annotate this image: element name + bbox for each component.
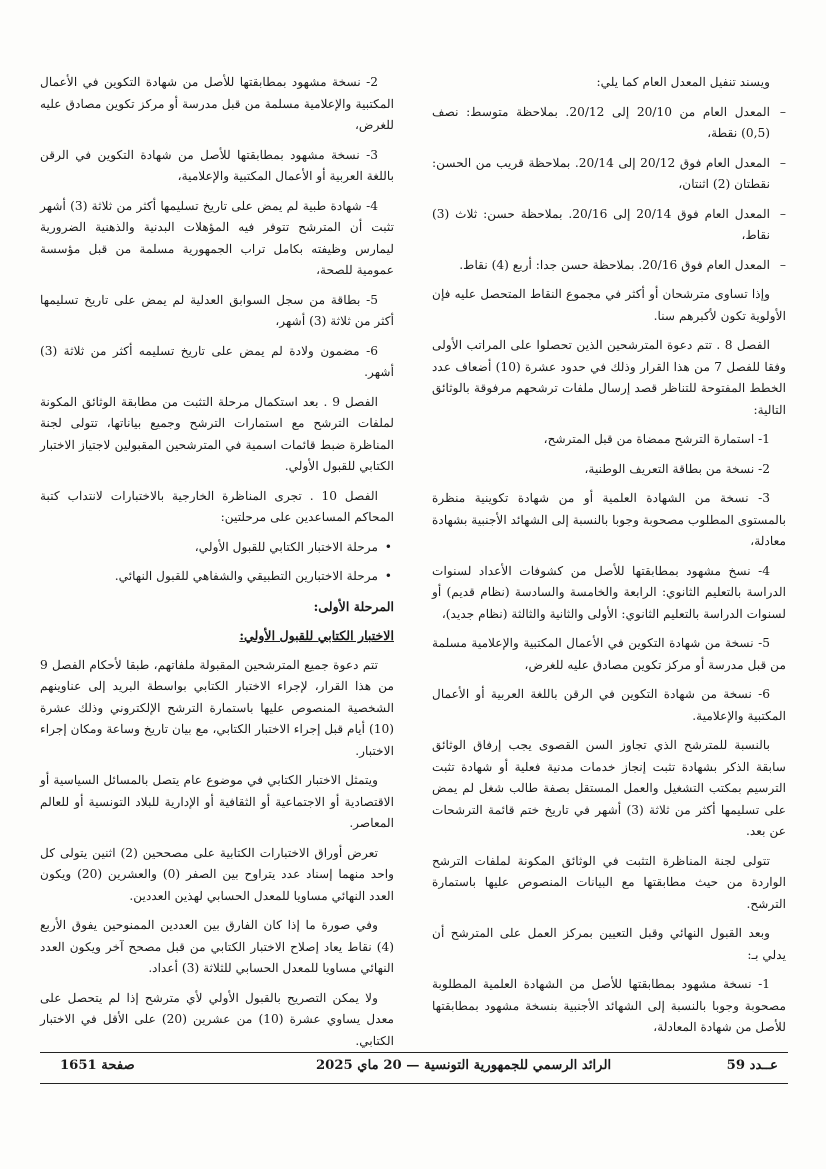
issue-number: عــدد 59 bbox=[726, 1058, 778, 1073]
invitation-paragraph: تتم دعوة جميع المترشحين المقبولة ملفاتهم، طبقا لأحكام الفصل 9 من هذا القرار، لإجراء الاختبار الكتابي بواسطة البريد إلى عناوينهم الشخصية المنصوص عليها باستمارة الترشح الإلكتروني وذلك عشرة (10) أيام قبل إجراء الاختبار الكتابي، مع بيان تاريخ وساعة ومكان إجراء الاختبار. bbox=[40, 657, 394, 758]
min-score-paragraph: ولا يمكن التصريح بالقبول الأولي لأي مترشح إذا لم يتحصل على معدل يساوي عشرة (10) من عشرين (20) على الأقل في الاختبار الكتابي. bbox=[40, 990, 395, 1048]
stage-item: • مرحلة الاختبارين التطبيقي والشفاهي للقبول النهائي. bbox=[40, 566, 394, 588]
document-item: 1- استمارة الترشح ممضاة من قبل المترشح، bbox=[543, 432, 770, 446]
chapter-10: الفصل 10 . تجرى المناظرة الخارجية بالاختبارات لانتداب كتبة المحاكم المساعدين على مرحلتين: bbox=[40, 488, 394, 524]
page-number: صفحة 1651 bbox=[60, 1058, 135, 1073]
grading-paragraph: تعرض أوراق الاختبارات الكتابية على مصححين (2) اثنين يتولى كل واحد منهما إسناد عدد يتراوح بين الصفر (0) والعشرين (20) ويكون العدد النهائي مساويا للمعدل الحسابي لهذين العددين. bbox=[40, 845, 394, 903]
document-item: 3- نسخة من الشهادة العلمية أو من شهادة تكوينية منظرة بالمستوى المطلوب مصحوبة وجوبا بالنسبة إلى الشهائد الأجنبية بشهادة معادلة، bbox=[432, 491, 786, 548]
after-document-item: 6- مضمون ولادة لم يمض على تاريخ تسليمه أكثر من ثلاثة (3) أشهر. bbox=[40, 343, 394, 379]
document-item: 4- نسخ مشهود بمطابقتها للأصل من كشوفات الأعداد لسنوات الدراسة بالتعليم الثانوي: الرابعة والخامسة والسادسة (نظام قديم) أو لسنوات الدراسة بالتعليم الثانوي: الأولى والثانية والثالثة (نظام جديد)، bbox=[432, 563, 786, 621]
grade-item: – المعدل العام فوق 20/16. بملاحظة حسن جدا: أربع (4) نقاط. bbox=[432, 255, 786, 277]
left-column bbox=[40, 72, 394, 1060]
age-exception: بالنسبة للمترشح الذي تجاوز السن القصوى يجب إرفاق الوثائق سابقة الذكر بشهادة تثبت إنجاز خدمات مدنية فعلية أو شهادة تثبت الترسيم بمكتب التشغيل والعمل المستقل بصفة طالب شغل لم يمض على تسليمها أكثر من ثلاثة (3) أشهر في تاريخ ختم قائمة الترشحات عن بعد. bbox=[432, 738, 786, 838]
right-column bbox=[432, 72, 786, 1047]
gazette-title: الرائد الرسمي للجمهورية التونسية — 20 ماي 2025 bbox=[316, 1058, 612, 1073]
grade-item: – المعدل العام من 20/10 إلى 20/12. بملاحظة متوسط: نصف (0,5) نقطة، bbox=[432, 102, 786, 145]
page-footer bbox=[40, 1058, 788, 1078]
after-document-item: 3- نسخة مشهود بمطابقتها للأصل من شهادة التكوين في الرقن باللغة العربية أو الأعمال المكتبية والإعلامية، bbox=[40, 147, 394, 183]
after-document-item: 5- بطاقة من سجل السوابق العدلية لم يمض على تاريخ تسليمها أكثر من ثلاثة (3) أشهر، bbox=[40, 292, 394, 328]
footer-rule-top bbox=[40, 1052, 788, 1053]
grade-item: – المعدل العام فوق 20/14 إلى 20/16. بملاحظة حسن: ثلاث (3) نقاط، bbox=[432, 204, 786, 247]
test-topic-paragraph: ويتمثل الاختبار الكتابي في موضوع عام يتصل بالمسائل السياسية أو الاقتصادية أو الاجتماعية أو الثقافية أو الإدارية للبلاد التونسية أو للعالم المعاصر. bbox=[40, 773, 394, 830]
chapter-8: الفصل 8 . تتم دعوة المترشحين الذين تحصلوا على المراتب الأولى وفقا للفصل 7 من هذا القرار وذلك في حدود عشرة (10) أضعاف عدد الخطط المفتوحة للتناظر قصد إرسال ملفات ترشحهم مرفوقة بالوثائق التالية: bbox=[432, 338, 786, 417]
written-test-heading: الاختبار الكتابي للقبول الأولي: bbox=[239, 628, 394, 643]
after-document-item: 1- نسخة مشهود بمطابقتها للأصل من الشهادة العلمية المطلوبة مصحوبة وجوبا بالنسبة إلى الشهائد الأجنبية بنسخة مشهود بمطابقتها للأصل من شهادة المعادلة، bbox=[432, 977, 786, 1034]
grade-intro: ويسند تنفيل المعدل العام كما يلي: bbox=[596, 75, 770, 89]
grade-item: – المعدل العام فوق 20/12 إلى 20/14. بملاحظة قريب من الحسن: نقطتان (2) اثنتان، bbox=[432, 153, 786, 196]
document-item: 5- نسخة من شهادة التكوين في الأعمال المكتبية والإعلامية مسلمة من قبل مدرسة أو مركز تكوين مصادق عليه للغرض، bbox=[432, 636, 786, 672]
stage-list bbox=[40, 537, 394, 588]
after-document-item: 4- شهادة طبية لم يمض على تاريخ تسليمها أكثر من ثلاثة (3) أشهر تثبت أن المترشح تتوفر فيه المؤهلات البدنية والذهنية الضرورية ليمارس وظيفته بكامل تراب الجمهورية مسلمة من قبل مؤسسة عمومية للصحة، bbox=[40, 198, 394, 277]
footer-rule-bottom bbox=[40, 1083, 788, 1084]
stage-item: • مرحلة الاختبار الكتابي للقبول الأولي، bbox=[40, 537, 394, 559]
grade-list bbox=[432, 102, 786, 277]
stage-1-heading: المرحلة الأولى: bbox=[313, 598, 394, 614]
tie-rule: وإذا تساوى مترشحان أو أكثر في مجموع النقاط المتحصل عليه فإن الأولوية تكون لأكبرهم سنا. bbox=[432, 287, 786, 323]
chapter-9: الفصل 9 . بعد استكمال مرحلة التثبت من مطابقة الوثائق المكونة لملفات الترشح مع استمارات الترشح وجميع بياناتها، تتولى لجنة المناظرة ضبط قائمات اسمية في المترشحين المقبولين لاجتياز الاختبار الكتابي للقبول الأولي. bbox=[40, 394, 394, 473]
final-admission: وبعد القبول النهائي وقبل التعيين بمركز العمل على المترشح أن يدلي بـ: bbox=[432, 926, 786, 962]
regrade-paragraph: وفي صورة ما إذا كان الفارق بين العددين الممنوحين يفوق الأربع (4) نقاط يعاد إصلاح الاختبار الكتابي من قبل مصحح آخر ويكون العدد النهائي مساويا للمعدل الحسابي للثلاثة (3) أعداد. bbox=[40, 918, 394, 975]
document-item: 6- نسخة من شهادة التكوين في الرقن باللغة العربية أو الأعمال المكتبية والإعلامية. bbox=[432, 687, 786, 723]
document-item: 2- نسخة من بطاقة التعريف الوطنية، bbox=[584, 461, 770, 476]
committee-check: تتولى لجنة المناظرة التثبت في الوثائق المكونة لملفات الترشح الواردة من حيث مطابقتها مع البيانات المنصوص عليها باستمارة الترشح. bbox=[432, 853, 786, 911]
after-document-item: 2- نسخة مشهود بمطابقتها للأصل من شهادة التكوين في الأعمال المكتبية والإعلامية مسلمة من قبل مدرسة أو مركز تكوين مصادق عليه للغرض، bbox=[40, 75, 394, 132]
